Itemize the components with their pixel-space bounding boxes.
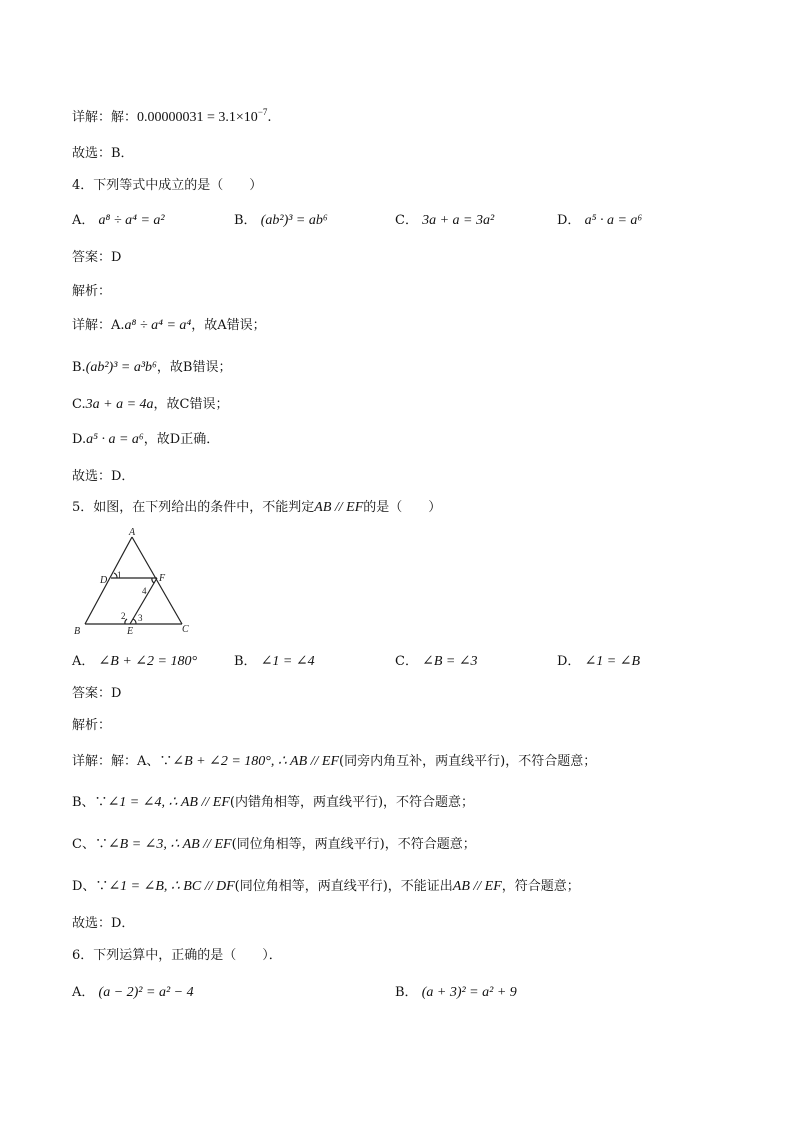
q5-option-b[interactable]: B． ∠1 = ∠4 xyxy=(234,654,315,669)
q5-detail-a: 详解：解：A、∵∠B + ∠2 = 180°, ∴ AB // EF(同旁内角互补，两直线平行)，不符合题意； xyxy=(72,754,597,769)
label-a: A xyxy=(129,528,136,538)
angle-4-arc xyxy=(152,578,154,583)
q5-option-c[interactable]: C． ∠B = ∠3 xyxy=(395,654,478,669)
question-5-options xyxy=(72,652,722,674)
line-ac xyxy=(132,537,182,624)
label-c: C xyxy=(182,624,189,635)
q4-option-c[interactable]: C． 3a + a = 3a² xyxy=(395,213,495,228)
q4-detail-b: B.(ab²)³ = a³b⁶，故B错误； xyxy=(72,360,232,375)
q4-option-a[interactable]: A． a⁸ ÷ a⁴ = a² xyxy=(72,213,165,228)
q6-option-a[interactable]: A． (a − 2)² = a² − 4 xyxy=(72,985,194,1000)
label-angle-3: 3 xyxy=(138,613,143,623)
question-4-title: 4．下列等式中成立的是（ ） xyxy=(72,178,263,193)
q5-choose: 故选：D． xyxy=(72,916,135,931)
q5-detail-b: B、∵∠1 = ∠4, ∴ AB // EF(内错角相等，两直线平行)，不符合题意； xyxy=(72,795,475,810)
question-6-title: 6．下列运算中，正确的是（ ）． xyxy=(72,948,282,963)
question-6-options xyxy=(72,983,722,1005)
q4-option-d[interactable]: D． a⁵ · a = a⁶ xyxy=(557,213,643,228)
label-e: E xyxy=(127,626,134,636)
label-angle-4: 4 xyxy=(142,586,147,596)
q4-detail-a: 详解：A.a⁸ ÷ a⁴ = a⁴，故A错误； xyxy=(72,318,266,333)
q4-choose: 故选：D． xyxy=(72,469,135,484)
label-angle-2: 2 xyxy=(121,611,126,621)
label-f: F xyxy=(159,573,166,584)
q5-analysis-label: 解析： xyxy=(72,718,112,733)
label-angle-1: 1 xyxy=(117,570,122,580)
q4-answer: 答案：D xyxy=(72,250,122,265)
label-b: B xyxy=(74,626,81,636)
q5-answer: 答案：D xyxy=(72,686,122,701)
line-fe xyxy=(130,578,157,624)
label-d: D xyxy=(100,575,108,586)
q6-option-b[interactable]: B． (a + 3)² = a² + 9 xyxy=(395,985,517,1000)
geometry-figure xyxy=(72,528,202,636)
detail-line-q3: 详解：解：$0.00000031 = 3.1\times 10^{-7}$. xyxy=(72,107,272,125)
q4-detail-c: C.3a + a = 4a，故C错误； xyxy=(72,397,229,412)
q5-detail-d: D、∵∠1 = ∠B, ∴ BC // DF(同位角相等，两直线平行)，不能证出AB // EF，符合题意； xyxy=(72,879,580,894)
question-5-title: 5．如图，在下列给出的条件中，不能判定AB // EF的是（ ） xyxy=(72,500,442,515)
q4-analysis-label: 解析： xyxy=(72,284,112,299)
q5-detail-c: C、∵∠B = ∠3, ∴ AB // EF(同位角相等，两直线平行)，不符合题意； xyxy=(72,837,476,852)
q5-option-a[interactable]: A． ∠B + ∠2 = 180° xyxy=(72,654,198,669)
question-4-options xyxy=(72,211,722,233)
choose-line-q3: 故选：B． xyxy=(72,146,134,161)
q4-detail-d: D.a⁵ · a = a⁶，故D正确． xyxy=(72,432,220,447)
q4-option-b[interactable]: B． (ab²)³ = ab⁶ xyxy=(234,213,328,228)
angle-3-arc xyxy=(133,619,136,624)
q5-option-d[interactable]: D． ∠1 = ∠B xyxy=(557,654,641,669)
q3-math: $0.00000031 = 3.1\times 10^{-7}$ xyxy=(137,107,268,125)
